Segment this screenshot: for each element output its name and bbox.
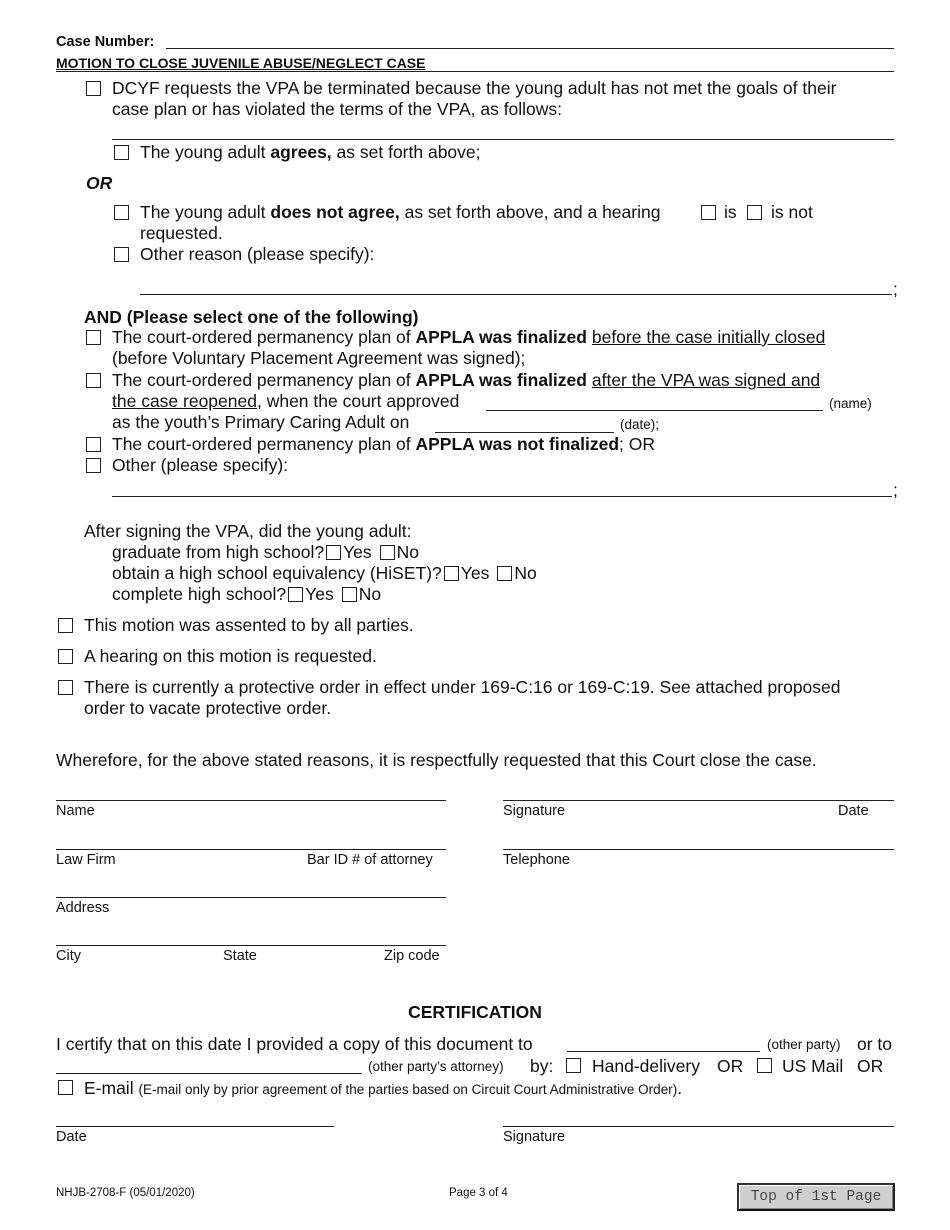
- address-field[interactable]: [56, 897, 446, 898]
- certification-heading: CERTIFICATION: [408, 1002, 542, 1022]
- appla-before-checkbox[interactable]: [86, 330, 101, 345]
- requested-text: requested.: [140, 223, 223, 243]
- case-number-field[interactable]: [166, 48, 894, 49]
- cert-signature-field[interactable]: [503, 1126, 894, 1127]
- hearing-requested-text: A hearing on this motion is requested.: [84, 646, 377, 666]
- agrees-text: The young adult agrees, as set forth above;: [140, 142, 481, 162]
- approval-date-field[interactable]: [435, 432, 614, 433]
- or-label-1: OR: [717, 1056, 744, 1076]
- dcyf-reason-field[interactable]: [112, 139, 894, 140]
- is-label: is: [724, 202, 737, 222]
- cert-date-field[interactable]: [56, 1126, 334, 1127]
- zip-label: Zip code: [384, 948, 440, 964]
- form-id: NHJB-2708-F (05/01/2020): [56, 1187, 195, 1199]
- us-mail-label: US Mail: [782, 1056, 844, 1076]
- hand-delivery-label: Hand-delivery: [592, 1056, 700, 1076]
- cert-signature-label: Signature: [503, 1129, 566, 1145]
- appla-before-text: The court-ordered permanency plan of APPLA was finalized before the case initially closed: [112, 327, 826, 347]
- bar-id-label: Bar ID # of attorney: [307, 852, 433, 868]
- hiset-yes-checkbox[interactable]: [444, 566, 459, 581]
- assented-checkbox[interactable]: [58, 618, 73, 633]
- by-label: by:: [530, 1056, 554, 1076]
- is-not-label: is not: [771, 202, 813, 222]
- graduate-yes-checkbox[interactable]: [326, 545, 341, 560]
- complete-question: complete high school? Yes No: [112, 584, 382, 604]
- protective-order-line2: order to vacate protective order.: [84, 698, 332, 718]
- dcyf-text-line2: case plan or has violated the terms of the VPA, as follows:: [112, 99, 563, 119]
- name-label: Name: [56, 803, 95, 819]
- complete-no-checkbox[interactable]: [342, 587, 357, 602]
- signature-date-field[interactable]: [503, 800, 894, 801]
- assented-text: This motion was assented to by all parties.: [84, 615, 414, 635]
- city-label: City: [56, 948, 81, 964]
- state-label: State: [223, 948, 257, 964]
- law-firm-label: Law Firm: [56, 852, 116, 868]
- name-label: (name): [829, 396, 872, 411]
- telephone-field[interactable]: [503, 849, 894, 850]
- graduate-question: graduate from high school? Yes No: [112, 542, 420, 562]
- other-reason-text: Other reason (please specify):: [140, 244, 375, 264]
- hearing-is-checkbox[interactable]: [701, 205, 716, 220]
- certify-line1: I certify that on this date I provided a copy of this document to: [56, 1034, 533, 1054]
- cert-date-label: Date: [56, 1129, 87, 1145]
- complete-yes-checkbox[interactable]: [288, 587, 303, 602]
- other-party-field[interactable]: [567, 1051, 760, 1052]
- hiset-question: obtain a high school equivalency (HiSET)? Yes No: [112, 563, 537, 583]
- appla-after-line3: as the youth’s Primary Caring Adult on: [112, 412, 410, 432]
- or-label: OR: [86, 173, 113, 193]
- form-title: MOTION TO CLOSE JUVENILE ABUSE/NEGLECT CASE: [56, 55, 426, 71]
- wherefore-text: Wherefore, for the above stated reasons, it is respectfully requested that this Court close the case.: [56, 750, 817, 770]
- other-specify-field[interactable]: [112, 496, 892, 497]
- not-agree-checkbox[interactable]: [114, 205, 129, 220]
- appla-not-finalized-text: The court-ordered permanency plan of APPLA was not finalized; OR: [112, 434, 656, 454]
- address-label: Address: [56, 900, 110, 916]
- protective-order-checkbox[interactable]: [58, 680, 73, 695]
- law-firm-field[interactable]: [56, 849, 446, 850]
- appla-not-finalized-checkbox[interactable]: [86, 437, 101, 452]
- primary-caring-adult-name-field[interactable]: [486, 410, 823, 411]
- other-specify-text: Other (please specify):: [112, 455, 289, 475]
- city-state-zip-field[interactable]: [56, 945, 446, 946]
- other-reason-field[interactable]: [140, 294, 892, 295]
- page-number: Page 3 of 4: [449, 1187, 508, 1199]
- and-heading: AND (Please select one of the following): [84, 307, 419, 327]
- hand-delivery-checkbox[interactable]: [566, 1058, 581, 1073]
- date-label: (date);: [620, 417, 660, 432]
- protective-order-line1: There is currently a protective order in effect under 169-C:16 or 169-C:19. See attached proposed: [84, 677, 841, 697]
- hearing-requested-checkbox[interactable]: [58, 649, 73, 664]
- hearing-is-not-checkbox[interactable]: [747, 205, 762, 220]
- agrees-checkbox[interactable]: [114, 145, 129, 160]
- us-mail-checkbox[interactable]: [757, 1058, 772, 1073]
- other-party-attorney-label: (other party’s attorney): [368, 1059, 504, 1074]
- appla-after-checkbox[interactable]: [86, 373, 101, 388]
- appla-after-line2: the case reopened, when the court approved: [112, 391, 460, 411]
- other-reason-checkbox[interactable]: [114, 247, 129, 262]
- email-line: E-mail (E-mail only by prior agreement of the parties based on Circuit Court Administrative Order).: [84, 1078, 683, 1098]
- or-to-label: or to: [857, 1034, 893, 1054]
- semicolon-2: ;: [893, 480, 898, 500]
- hiset-no-checkbox[interactable]: [497, 566, 512, 581]
- signature-label: Signature: [503, 803, 566, 819]
- email-checkbox[interactable]: [58, 1080, 73, 1095]
- graduate-no-checkbox[interactable]: [380, 545, 395, 560]
- date-label: Date: [838, 803, 869, 819]
- title-rule: [56, 71, 894, 72]
- dcyf-terminate-checkbox[interactable]: [86, 81, 101, 96]
- other-party-attorney-field[interactable]: [56, 1073, 362, 1074]
- education-question: After signing the VPA, did the young adult:: [84, 521, 412, 541]
- case-number-label: Case Number:: [56, 34, 155, 50]
- dcyf-text-line1: DCYF requests the VPA be terminated because the young adult has not met the goals of their: [112, 78, 837, 98]
- other-party-label: (other party): [767, 1037, 841, 1052]
- name-field[interactable]: [56, 800, 446, 801]
- top-of-first-page-button[interactable]: Top of 1st Page: [737, 1183, 895, 1211]
- telephone-label: Telephone: [503, 852, 570, 868]
- semicolon: ;: [893, 279, 898, 299]
- appla-after-text: The court-ordered permanency plan of APPLA was finalized after the VPA was signed and: [112, 370, 821, 390]
- appla-before-line2: (before Voluntary Placement Agreement was signed);: [112, 348, 526, 368]
- not-agree-text: The young adult does not agree, as set forth above, and a hearing: [140, 202, 661, 222]
- or-label-2: OR: [857, 1056, 884, 1076]
- other-specify-checkbox[interactable]: [86, 458, 101, 473]
